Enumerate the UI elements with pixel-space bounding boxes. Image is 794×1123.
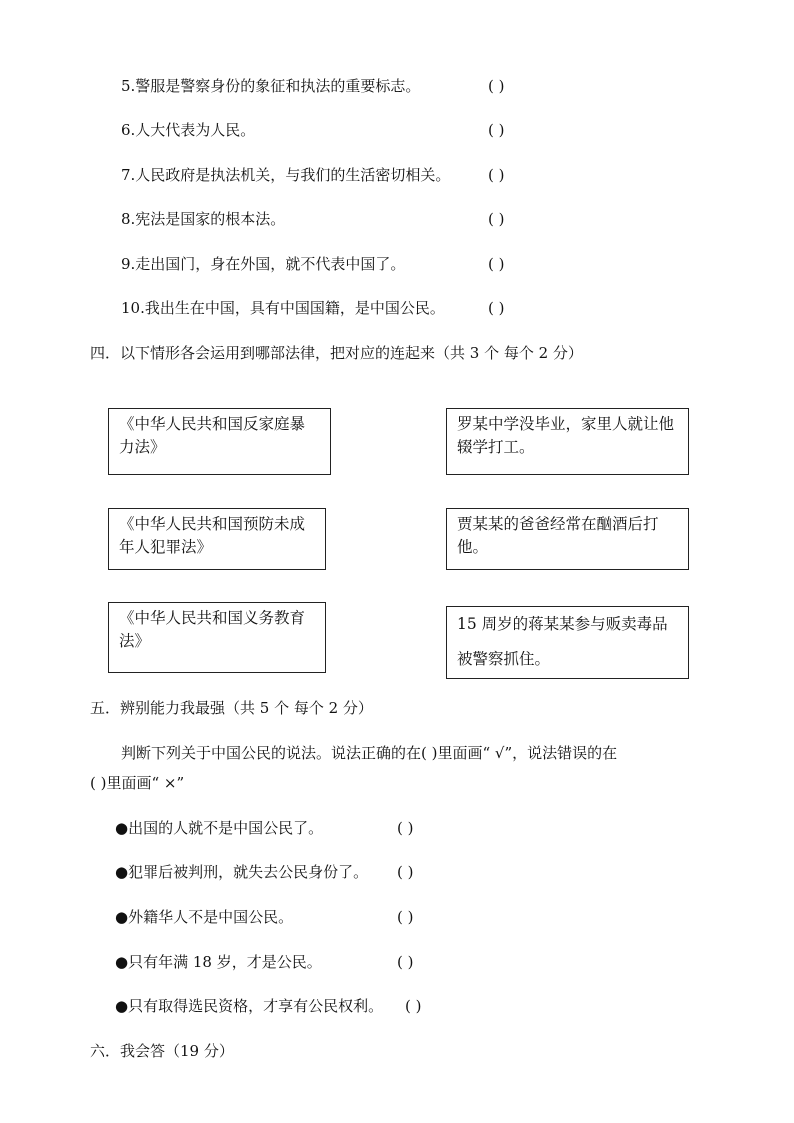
answer-paren-6[interactable]: ( ) — [488, 121, 505, 139]
statement-8: 8.宪法是国家的根本法。 — [121, 210, 286, 228]
statement-5: 5.警服是警察身份的象征和执法的重要标志。 — [121, 77, 421, 95]
judge-paren-5[interactable]: ( ) — [405, 997, 422, 1015]
instruction-line-1: 判断下列关于中国公民的说法。说法正确的在( )里面画“ √”，说法错误的在 — [121, 744, 618, 762]
judge-paren-2[interactable]: ( ) — [397, 863, 414, 881]
law-box-juvenile-crime[interactable] — [108, 508, 326, 570]
case-label: 罗某中学没毕业，家里人就让他辍学打工。 — [457, 415, 675, 456]
answer-paren-10[interactable]: ( ) — [488, 299, 505, 317]
instruction-line-2: ( )里面画“ ×” — [90, 774, 185, 792]
judge-item-3: ●外籍华人不是中国公民。 — [115, 908, 294, 926]
judge-paren-1[interactable]: ( ) — [397, 819, 414, 837]
statement-10: 10.我出生在中国，具有中国国籍，是中国公民。 — [121, 299, 445, 317]
answer-paren-8[interactable]: ( ) — [488, 210, 505, 228]
law-box-domestic-violence[interactable] — [108, 408, 331, 475]
statement-9: 9.走出国门，身在外国，就不代表中国了。 — [121, 255, 406, 273]
answer-paren-7[interactable]: ( ) — [488, 166, 505, 184]
section-5-heading: 五．辨别能力我最强（共 5 个 每个 2 分） — [90, 699, 373, 717]
judge-paren-3[interactable]: ( ) — [397, 908, 414, 926]
judge-item-2: ●犯罪后被判刑，就失去公民身份了。 — [115, 863, 369, 881]
answer-paren-5[interactable]: ( ) — [488, 77, 505, 95]
judge-paren-4[interactable]: ( ) — [397, 953, 414, 971]
case-box-drunk-father[interactable] — [446, 508, 689, 570]
statement-7: 7.人民政府是执法机关，与我们的生活密切相关。 — [121, 166, 451, 184]
section-4-heading: 四．以下情形各会运用到哪部法律，把对应的连起来（共 3 个 每个 2 分） — [90, 344, 583, 362]
judge-item-1: ●出国的人就不是中国公民了。 — [115, 819, 324, 837]
law-label: 《中华人民共和国义务教育法》 — [119, 609, 306, 650]
law-box-compulsory-education[interactable] — [108, 602, 326, 673]
answer-paren-9[interactable]: ( ) — [488, 255, 505, 273]
case-box-dropout[interactable] — [446, 408, 689, 475]
case-label-line1: 15 周岁的蒋某某参与贩卖毒品 — [457, 615, 668, 633]
case-label: 贾某某的爸爸经常在酗酒后打他。 — [457, 515, 659, 556]
section-6-heading: 六．我会答（19 分） — [90, 1042, 234, 1060]
judge-item-4: ●只有年满 18 岁，才是公民。 — [115, 953, 322, 971]
statement-6: 6.人大代表为人民。 — [121, 121, 256, 139]
case-label-line2: 被警察抓住。 — [457, 650, 551, 668]
law-label: 《中华人民共和国反家庭暴力法》 — [119, 415, 306, 456]
case-box-drug-dealing[interactable] — [446, 606, 689, 679]
judge-item-5: ●只有取得选民资格，才享有公民权利。 — [115, 997, 384, 1015]
law-label: 《中华人民共和国预防未成年人犯罪法》 — [119, 515, 306, 556]
